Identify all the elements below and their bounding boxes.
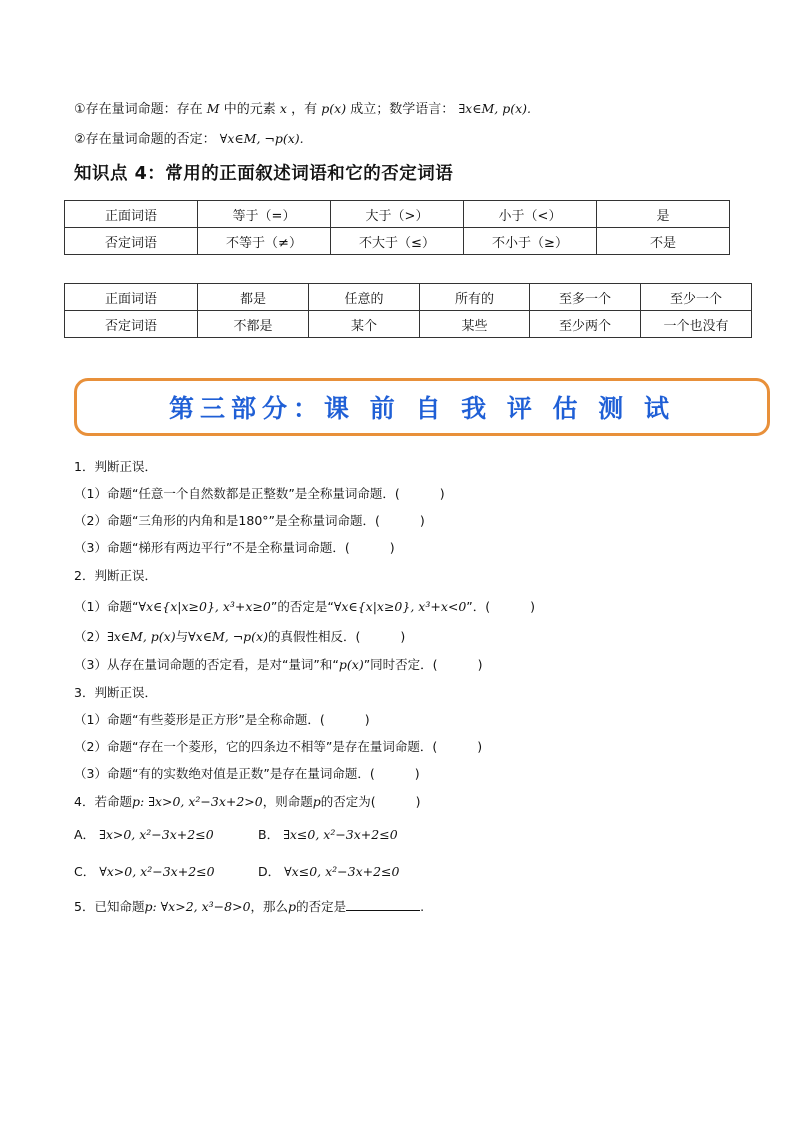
paren: ) (477, 657, 483, 672)
math-expression: ∀x∈{x|x≥0}, x³+x≥0 (138, 599, 271, 614)
paren: ) (439, 486, 445, 501)
words-table-2 (64, 283, 752, 338)
intro-text: ②存在量词命题的否定： (74, 132, 216, 147)
words-table-1 (64, 200, 730, 255)
table-cell: 所有的 (420, 284, 530, 311)
question-text: （2）命题“三角形的内角和是180°”是全称量词命题．( (74, 513, 380, 528)
question-text: 的真假性相反．( (267, 629, 361, 644)
option-label: C． (74, 864, 96, 879)
table-cell: 不是 (597, 228, 730, 255)
option-c (74, 862, 215, 880)
math-expression: p: ∀x>2, x³−8>0 (144, 899, 251, 914)
question-text: （1）命题“ (74, 599, 139, 614)
table-cell: 某些 (420, 311, 530, 338)
table-cell: 等于（=） (198, 201, 331, 228)
section-banner (74, 378, 770, 436)
math-expression: ∀x≤0, x²−3x+2≤0 (284, 864, 400, 879)
math-symbol: p (288, 899, 297, 914)
answer-blank[interactable] (346, 898, 420, 911)
question-1-2 (74, 511, 425, 529)
period: . (420, 899, 425, 914)
question-text: （3）命题“梯形有两边平行”不是全称量词命题．( (74, 540, 350, 555)
question-text: ”．( (466, 599, 491, 614)
option-d (258, 862, 399, 880)
question-3-1 (74, 710, 370, 728)
intro-text: 中的元素 (223, 102, 276, 117)
math-expression: ∃x∈M, p(x). (458, 101, 531, 116)
paren: ) (414, 766, 420, 781)
table-cell: 任意的 (309, 284, 420, 311)
question-2-1 (74, 597, 535, 615)
question-2-2 (74, 627, 405, 645)
table-cell: 是 (597, 201, 730, 228)
paren: ) (530, 599, 536, 614)
question-text: ”同时否定．( (363, 657, 438, 672)
table-row (65, 311, 752, 338)
math-symbol: p(x) (321, 101, 347, 116)
math-expression: ∃x>0, x²−3x+2≤0 (99, 827, 214, 842)
question-5 (74, 897, 424, 915)
table-row (65, 228, 730, 255)
paren: ) (400, 629, 406, 644)
question-text: 与 (175, 629, 189, 644)
question-text: （2） (74, 629, 107, 644)
intro-text: 成立；数学语言： (350, 102, 455, 117)
paren: ) (419, 513, 425, 528)
question-2-title: 2．判断正误． (74, 568, 157, 583)
table-cell: 不小于（≥） (464, 228, 597, 255)
math-symbol: x (279, 101, 287, 116)
table-cell: 正面词语 (65, 284, 198, 311)
section-banner-title: 第三部分：课 前 自 我 评 估 测 试 (169, 394, 675, 423)
question-text: （2）命题“存在一个菱形，它的四条边不相等”是存在量词命题．( (74, 739, 438, 754)
math-expression: ∃x≤0, x²−3x+2≤0 (283, 827, 398, 842)
question-text: ，则命题 (262, 794, 313, 809)
question-text: ，那么 (250, 899, 289, 914)
question-text: 5．已知命题 (74, 899, 145, 914)
question-3-3 (74, 764, 420, 782)
table-cell: 不等于（≠） (198, 228, 331, 255)
paren: ) (364, 712, 370, 727)
question-text: ”的否定是“ (270, 599, 334, 614)
question-text: 的否定是 (296, 899, 347, 914)
table-cell: 正面词语 (65, 201, 198, 228)
table-cell: 不都是 (198, 311, 309, 338)
knowledge-heading: 知识点 4：常用的正面叙述词语和它的否定词语 (74, 164, 454, 184)
question-1-title: 1．判断正误． (74, 459, 157, 474)
question-3-title: 3．判断正误． (74, 685, 157, 700)
table-cell: 一个也没有 (641, 311, 752, 338)
table-cell: 至少一个 (641, 284, 752, 311)
option-label: B． (258, 827, 280, 842)
math-expression: p(x) (338, 657, 364, 672)
question-text: （3）命题“有的实数绝对值是正数”是存在量词命题．( (74, 766, 375, 781)
option-label: D． (258, 864, 281, 879)
table-cell: 都是 (198, 284, 309, 311)
question-2-3 (74, 655, 482, 673)
question-text: （3）从存在量词命题的否定看，是对“量词”和“ (74, 657, 339, 672)
math-symbol: p (312, 794, 321, 809)
option-a (74, 825, 214, 843)
table-cell: 否定词语 (65, 311, 198, 338)
math-expression: ∃x∈M, p(x) (106, 629, 176, 644)
question-1-1 (74, 484, 445, 502)
math-symbol: M (206, 101, 220, 116)
math-expression: ∀x∈M, ¬p(x). (219, 131, 304, 146)
intro-text: ①存在量词命题：存在 (74, 102, 203, 117)
table-cell: 小于（<） (464, 201, 597, 228)
question-text: （1）命题“有些菱形是正方形”是全称命题．( (74, 712, 325, 727)
option-b (258, 825, 398, 843)
math-expression: p: ∃x>0, x²−3x+2>0 (131, 794, 263, 809)
paren: ) (477, 739, 483, 754)
table-row (65, 284, 752, 311)
table-row (65, 201, 730, 228)
question-text: 的否定为( (320, 794, 376, 809)
table-cell: 至多一个 (530, 284, 641, 311)
intro-line-2 (74, 128, 304, 147)
intro-line-1 (74, 98, 531, 117)
math-expression: ∀x∈{x|x≥0}, x³+x<0 (333, 599, 467, 614)
table-cell: 某个 (309, 311, 420, 338)
table-cell: 否定词语 (65, 228, 198, 255)
paren: ) (389, 540, 395, 555)
intro-text: ，有 (291, 102, 318, 117)
question-text: 4．若命题 (74, 794, 132, 809)
question-4 (74, 792, 421, 810)
question-text: （1）命题“任意一个自然数都是正整数”是全称量词命题．( (74, 486, 400, 501)
question-1-3 (74, 538, 395, 556)
table-cell: 不大于（≤） (331, 228, 464, 255)
option-label: A． (74, 827, 96, 842)
table-cell: 大于（>） (331, 201, 464, 228)
paren: ) (415, 794, 421, 809)
math-expression: ∀x∈M, ¬p(x) (188, 629, 268, 644)
table-cell: 至少两个 (530, 311, 641, 338)
question-3-2 (74, 737, 482, 755)
math-expression: ∀x>0, x²−3x+2≤0 (99, 864, 215, 879)
